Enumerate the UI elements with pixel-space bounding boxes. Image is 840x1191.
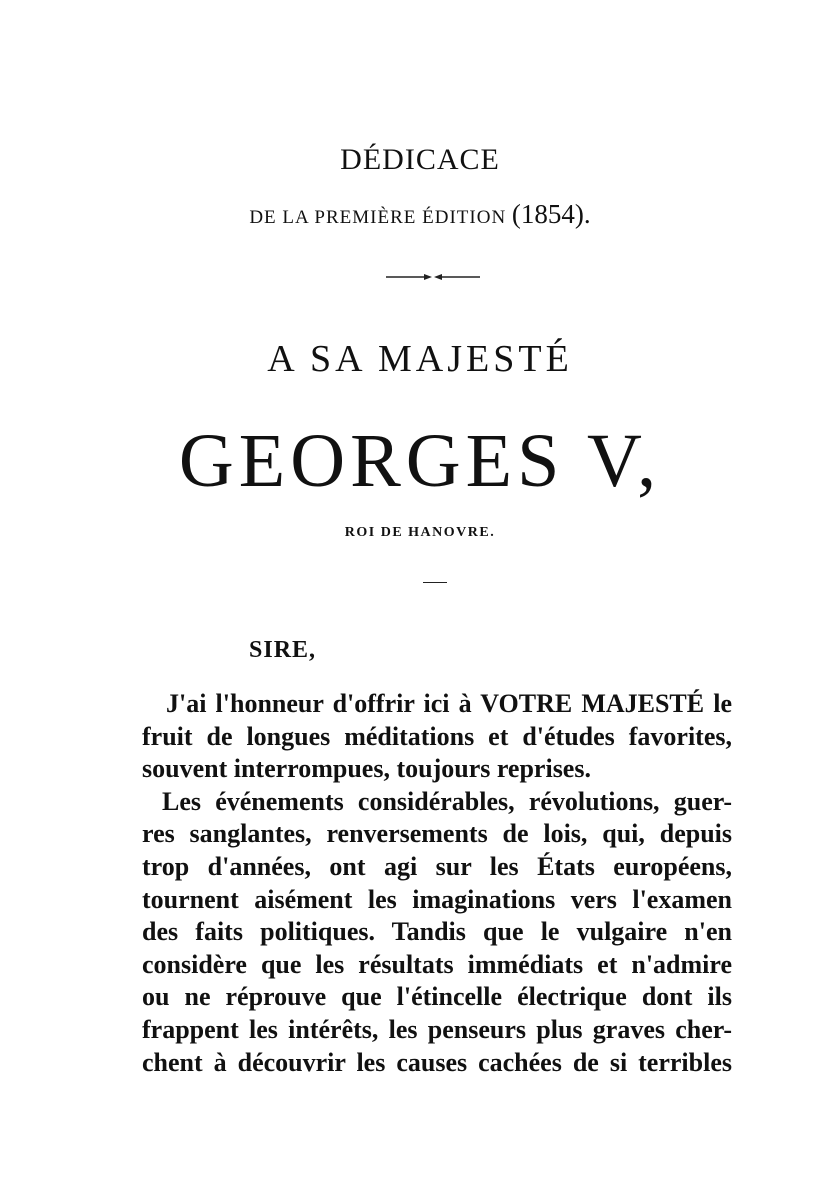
edition-subtitle-text: DE LA PREMIÈRE ÉDITION: [249, 207, 507, 228]
body-line: frappent les intérêts, les penseurs plus graves cher-: [142, 1014, 732, 1044]
king-title: ROI DE HANOVRE.: [344, 525, 496, 540]
body-line: considère que les résultats immédiats et n'admire: [142, 949, 732, 979]
body-line: ou ne réprouve que l'étincelle électrique dont ils: [142, 982, 732, 1012]
letter-body: [142, 688, 732, 1079]
body-line: des faits politiques. Tandis que le vulgaire n'en: [142, 917, 732, 947]
body-line: J'ai l'honneur d'offrir ici à VOTRE MAJESTÉ le: [166, 689, 732, 718]
edition-year: (1854).: [511, 199, 591, 229]
body-line: res sanglantes, renversements de lois, qui, depuis: [142, 819, 732, 849]
body-line: fruit de longues méditations et d'études favorites,: [142, 721, 732, 751]
dedication-heading: DÉDICACE: [340, 143, 500, 176]
body-line: tournent aisément les imaginations vers l'examen: [142, 884, 732, 914]
short-divider: [423, 582, 447, 583]
body-line: souvent interrompues, toujours reprises.: [142, 754, 591, 784]
body-line: chent à découvrir les causes cachées de si terribles: [142, 1047, 732, 1077]
body-line: Les événements considérables, révolutions, guer-: [162, 786, 732, 816]
addressee-line: A SA MAJESTÉ: [267, 338, 573, 380]
salutation: SIRE,: [249, 637, 317, 663]
king-name: GEORGES V,: [178, 419, 662, 503]
edition-subtitle: [0, 199, 840, 230]
body-line: trop d'années, ont agi sur les États européens,: [142, 851, 732, 881]
ornament-rule-icon: [386, 272, 480, 282]
